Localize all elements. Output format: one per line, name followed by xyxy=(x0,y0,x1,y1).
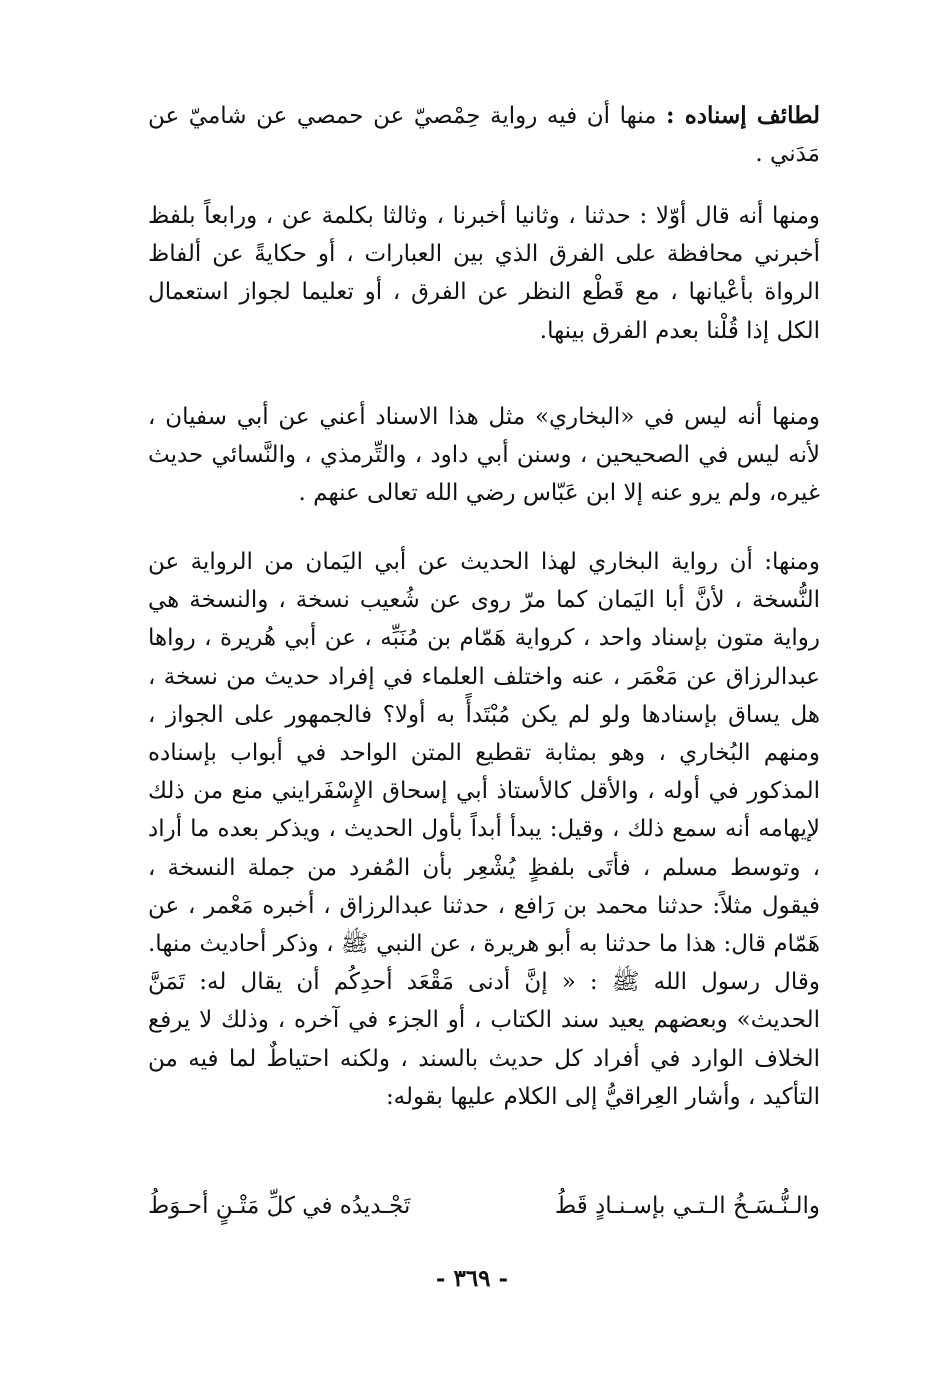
page-number: - ٣٦٩ - xyxy=(435,1265,509,1292)
section-heading: لطائف إسناده : xyxy=(666,102,820,129)
paragraph-nuskha-narration: ومنها: أن رواية البخاري لهذا الحديث عن أبي اليَمان من الرواية عن النُّسخة ، لأنَّ أبا اليَمان كما مرّ روى عن شُعيب نسخة ، والنسخة هي رواية متون بإسناد واحد ، كرواية هَمّام بن مُنَبِّه ، عن أبي هُريرة ، رواها عبدالرزاق عن مَعْمَر ، عنه واختلف العلماء في إفراد حديث من نسخة ، هل يساق بإسنادها ولو لم يكن مُبْتَدأً به أولا؟ فالجمهور على الجواز ، ومنهم البُخاري ، وهو بمثابة تقطيع المتن الواحد في أبواب بإسناده المذكور في أوله ، والأقل كالأستاذ أبي إسحاق الإِسْفَرايني منع من ذلك لإيهامه أنه سمع ذلك ، وقيل: يبدأ أبداً بأول الحديث ، ويذكر بعده ما أراد ، وتوسط مسلم ، فأتَى بلفظٍ يُشْعِر بأن المُفرد من جملة النسخة ، فيقول مثلاً: حدثنا محمد بن رَافع ، حدثنا عبدالرزاق ، أخبره مَعْمر ، عن هَمّام قال: هذا ما حدثنا به أبو هريرة ، عن النبي ﷺ ، وذكر أحاديث منها. وقال رسول الله ﷺ : « إنَّ أدنى مَقْعَد أحدِكُم أن يقال له: تَمَنَّ الحديث» وبعضهم يعيد سند الكتاب ، أو الجزء في آخره ، وذلك لا يرفع الخلاف الوارد في أفراد كل حديث بالسند ، ولكنه احتياطٌ لما فيه من التأكيد ، وأشار العِراقيُّ إلى الكلام عليها بقوله: xyxy=(148,549,820,1110)
paragraph-text: منها أن فيه رواية حِمْصيّ عن حمصي عن شاميّ عن مَدَني . xyxy=(148,103,820,168)
paragraph-narration-wording: ومنها أنه قال أوّلا : حدثنا ، وثانيا أخبرنا ، وثالثا بكلمة عن ، ورابعاً بلفظ أخبرني محافظة على الفرق الذي بين العبارات ، أو حكايةً عن ألفاظ الرواة بأعْيانها ، مع قَطْع النظر عن الفرق ، أو تعليما لجواز استعمال الكل إذا قُلْنا بعدم الفرق بينها. xyxy=(148,203,820,344)
paragraph-chain-subtleties xyxy=(148,97,820,173)
verse-first-hemistich: والـنُّـسَـخُ الـتـي بإسـنـادٍ قَطُ xyxy=(554,1193,820,1219)
poetry-verse xyxy=(148,1187,820,1225)
paragraph-isnad-uniqueness: ومنها أنه ليس في «البخاري» مثل هذا الاسناد أعني عن أبي سفيان ، لأنه ليس في الصحيحين ، وسنن أبي داود ، والتِّرمذي ، والنَّسائي حديث غيره، ولم يرو عنه إلا ابن عَبّاس رضي الله تعالى عنهم . xyxy=(148,404,820,507)
verse-second-hemistich: تَجْـديدُه في كلِّ مَتْـنٍ أحـوَطُ xyxy=(148,1193,411,1219)
